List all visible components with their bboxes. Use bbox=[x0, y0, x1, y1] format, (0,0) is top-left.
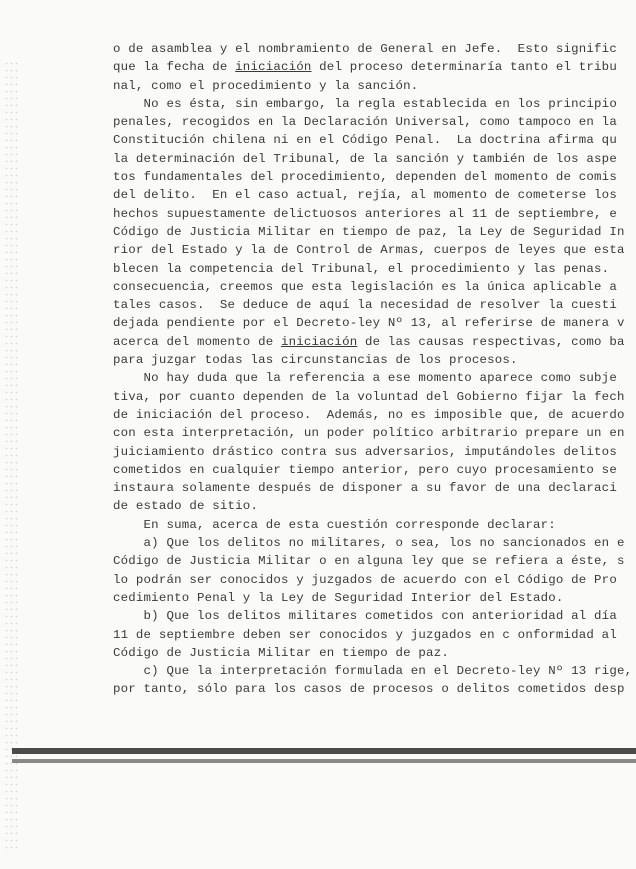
text-segment: cedimiento Penal y la Ley de Seguridad Interior del Estado. bbox=[113, 590, 564, 605]
text-segment: Código de Justicia Militar en tiempo de paz, la Ley de Seguridad In bbox=[113, 224, 625, 239]
text-segment: del proceso determinaría tanto el tribu bbox=[311, 60, 617, 75]
text-segment: o de asamblea y el nombramiento de General en Jefe. Esto signific bbox=[113, 42, 617, 56]
text-line bbox=[113, 113, 636, 131]
text-line bbox=[113, 388, 636, 406]
text-segment: rior del Estado y la de Control de Armas, cuerpos de leyes que esta bbox=[113, 243, 625, 258]
text-line bbox=[113, 369, 636, 387]
text-segment: tiva, por cuanto dependen de la voluntad del Gobierno fijar la fech bbox=[113, 389, 625, 404]
text-line bbox=[113, 168, 636, 186]
text-segment: nal, como el procedimiento y la sanción. bbox=[113, 78, 419, 93]
text-line bbox=[113, 607, 636, 625]
text-segment: para juzgar todas las circunstancias de los procesos. bbox=[113, 353, 518, 368]
document-body bbox=[113, 40, 636, 699]
text-segment: que la fecha de bbox=[113, 60, 236, 75]
text-segment: juiciamiento drástico contra sus adversarios, imputándoles delitos bbox=[113, 444, 617, 459]
text-segment: 11 de septiembre deben ser conocidos y juzgados en c onformidad al bbox=[113, 627, 617, 642]
text-line bbox=[113, 77, 636, 95]
text-line bbox=[113, 589, 636, 607]
underlined-word: iniciación bbox=[235, 60, 312, 75]
scan-edge-line-secondary bbox=[12, 759, 636, 763]
text-segment: por tanto, sólo para los casos de procesos o delitos cometidos desp bbox=[113, 682, 625, 697]
text-line bbox=[113, 131, 636, 149]
text-segment: la determinación del Tribunal, de la sanción y también de los aspe bbox=[113, 151, 617, 166]
text-line bbox=[113, 626, 636, 644]
text-segment: a) Que los delitos no militares, o sea, los no sancionados en e bbox=[113, 536, 625, 551]
text-segment: Código de Justicia Militar o en alguna ley que se refiera a éste, s bbox=[113, 554, 625, 569]
text-line bbox=[113, 680, 636, 698]
text-line bbox=[113, 351, 636, 369]
text-segment: de estado de sitio. bbox=[113, 499, 259, 514]
text-line bbox=[113, 95, 636, 113]
scan-margin-noise bbox=[4, 60, 18, 850]
scan-edge-line bbox=[12, 748, 636, 754]
text-line bbox=[113, 260, 636, 278]
text-segment: Código de Justicia Militar en tiempo de paz. bbox=[113, 645, 449, 660]
text-line bbox=[113, 516, 636, 534]
text-line bbox=[113, 479, 636, 497]
text-line bbox=[113, 424, 636, 442]
text-line bbox=[113, 205, 636, 223]
text-segment: En suma, acerca de esta cuestión corresponde declarar: bbox=[113, 517, 556, 532]
text-segment: Constitución chilena ni en el Código Penal. La doctrina afirma qu bbox=[113, 133, 617, 148]
text-line bbox=[113, 644, 636, 662]
text-line bbox=[113, 58, 636, 76]
text-segment: No hay duda que la referencia a ese momento aparece como subje bbox=[113, 371, 617, 386]
text-line bbox=[113, 150, 636, 168]
text-segment: b) Que los delitos militares cometidos con anterioridad al día bbox=[113, 609, 617, 624]
text-segment: dejada pendiente por el Decreto-ley Nº 13, al referirse de manera v bbox=[113, 316, 625, 331]
text-segment: tos fundamentales del procedimiento, dependen del momento de comis bbox=[113, 170, 617, 185]
text-segment: penales, recogidos en la Declaración Universal, como tampoco en la bbox=[113, 115, 617, 130]
text-line bbox=[113, 662, 636, 680]
text-line bbox=[113, 461, 636, 479]
text-segment: de las causas respectivas, como ba bbox=[357, 334, 625, 349]
text-line bbox=[113, 406, 636, 424]
text-segment: del delito. En el caso actual, rejía, al momento de cometerse los bbox=[113, 188, 617, 203]
text-segment: acerca del momento de bbox=[113, 334, 281, 349]
text-line bbox=[113, 241, 636, 259]
text-line bbox=[113, 296, 636, 314]
text-segment: lo podrán ser conocidos y juzgados de acuerdo con el Código de Pro bbox=[113, 572, 617, 587]
text-line bbox=[113, 278, 636, 296]
text-segment: hechos supuestamente delictuosos anteriores al 11 de septiembre, e bbox=[113, 206, 617, 221]
text-line bbox=[113, 552, 636, 570]
underlined-word: iniciación bbox=[280, 334, 358, 349]
text-segment: cometidos en cualquier tiempo anterior, pero cuyo procesamiento se bbox=[113, 462, 617, 477]
text-segment: con esta interpretación, un poder político arbitrario prepare un en bbox=[113, 426, 625, 441]
text-line bbox=[113, 223, 636, 241]
text-line bbox=[113, 443, 636, 461]
text-segment: consecuencia, creemos que esta legislación es la única aplicable a bbox=[113, 279, 617, 294]
text-line bbox=[113, 497, 636, 515]
text-segment: instaura solamente después de disponer a su favor de una declaraci bbox=[113, 481, 617, 496]
text-segment: No es ésta, sin embargo, la regla establecida en los principio bbox=[113, 96, 617, 111]
text-segment: de iniciación del proceso. Además, no es imposible que, de acuerdo bbox=[113, 407, 625, 422]
text-line bbox=[113, 534, 636, 552]
text-segment: blecen la competencia del Tribunal, el procedimiento y las penas. bbox=[113, 261, 617, 276]
text-segment: tales casos. Se deduce de aquí la necesidad de resolver la cuesti bbox=[113, 298, 617, 313]
text-line bbox=[113, 186, 636, 204]
text-segment: c) Que la interpretación formulada en el Decreto-ley Nº 13 rige, bbox=[113, 664, 633, 679]
text-line bbox=[113, 40, 636, 58]
text-line bbox=[113, 571, 636, 589]
text-line bbox=[113, 314, 636, 332]
text-line bbox=[113, 333, 636, 351]
